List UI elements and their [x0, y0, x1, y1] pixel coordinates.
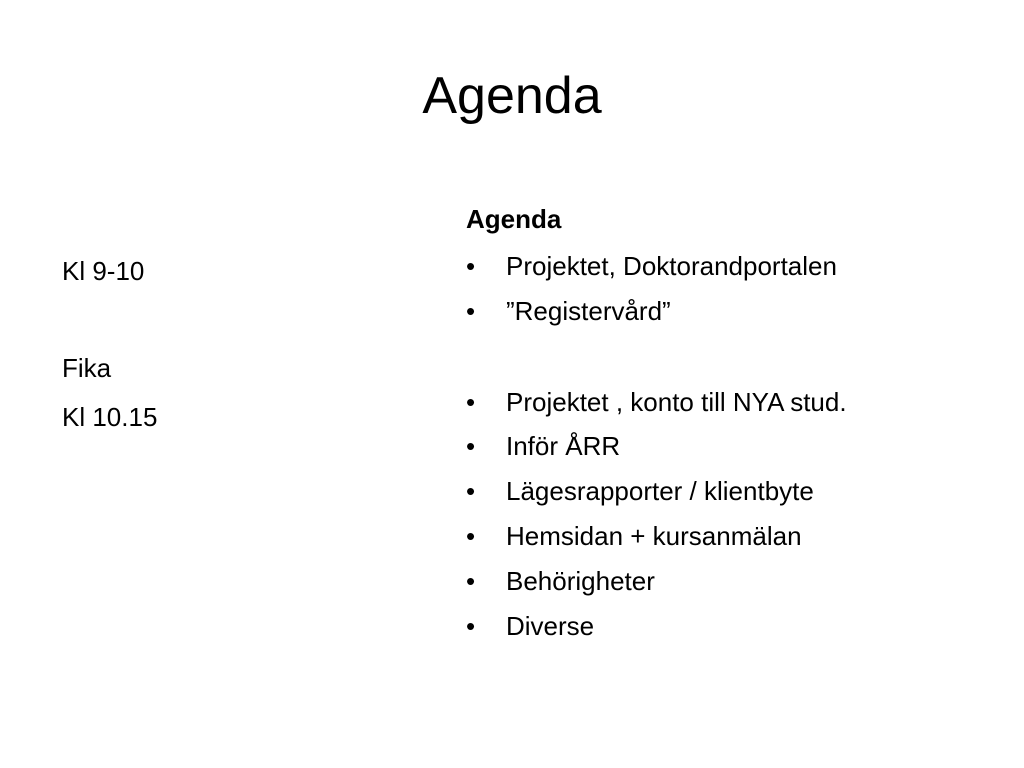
- agenda-item-text: Hemsidan + kursanmälan: [506, 521, 802, 551]
- bullet-icon: •: [466, 611, 476, 641]
- agenda-item: [466, 249, 837, 283]
- agenda-item-text: Projektet , konto till NYA stud.: [506, 387, 847, 417]
- agenda-item-text: Diverse: [506, 611, 595, 641]
- agenda-item: [466, 385, 847, 419]
- agenda-item-text: Behörigheter: [506, 566, 655, 596]
- slide-title: Agenda: [422, 67, 602, 125]
- bullet-icon: •: [466, 251, 476, 281]
- bullet-icon: •: [466, 566, 476, 596]
- schedule-time-2: Kl 10.15: [62, 402, 158, 432]
- bullet-icon: •: [466, 296, 476, 326]
- agenda-item: [466, 294, 671, 328]
- agenda-item: [466, 519, 802, 553]
- agenda-heading: Agenda: [466, 204, 562, 234]
- agenda-item: [466, 429, 620, 463]
- agenda-item: [466, 474, 814, 508]
- schedule-time-1: Kl 9-10: [62, 256, 145, 286]
- agenda-item-text: Projektet, Doktorandportalen: [506, 251, 837, 281]
- bullet-icon: •: [466, 387, 476, 417]
- agenda-item-text: Lägesrapporter / klientbyte: [506, 476, 814, 506]
- bullet-icon: •: [466, 476, 476, 506]
- agenda-item: [466, 564, 655, 598]
- agenda-item: [466, 609, 594, 643]
- bullet-icon: •: [466, 431, 476, 461]
- schedule-break: Fika: [62, 353, 112, 383]
- agenda-item-text: ”Registervård”: [506, 296, 671, 326]
- bullet-icon: •: [466, 521, 476, 551]
- agenda-item-text: Inför ÅRR: [506, 431, 621, 461]
